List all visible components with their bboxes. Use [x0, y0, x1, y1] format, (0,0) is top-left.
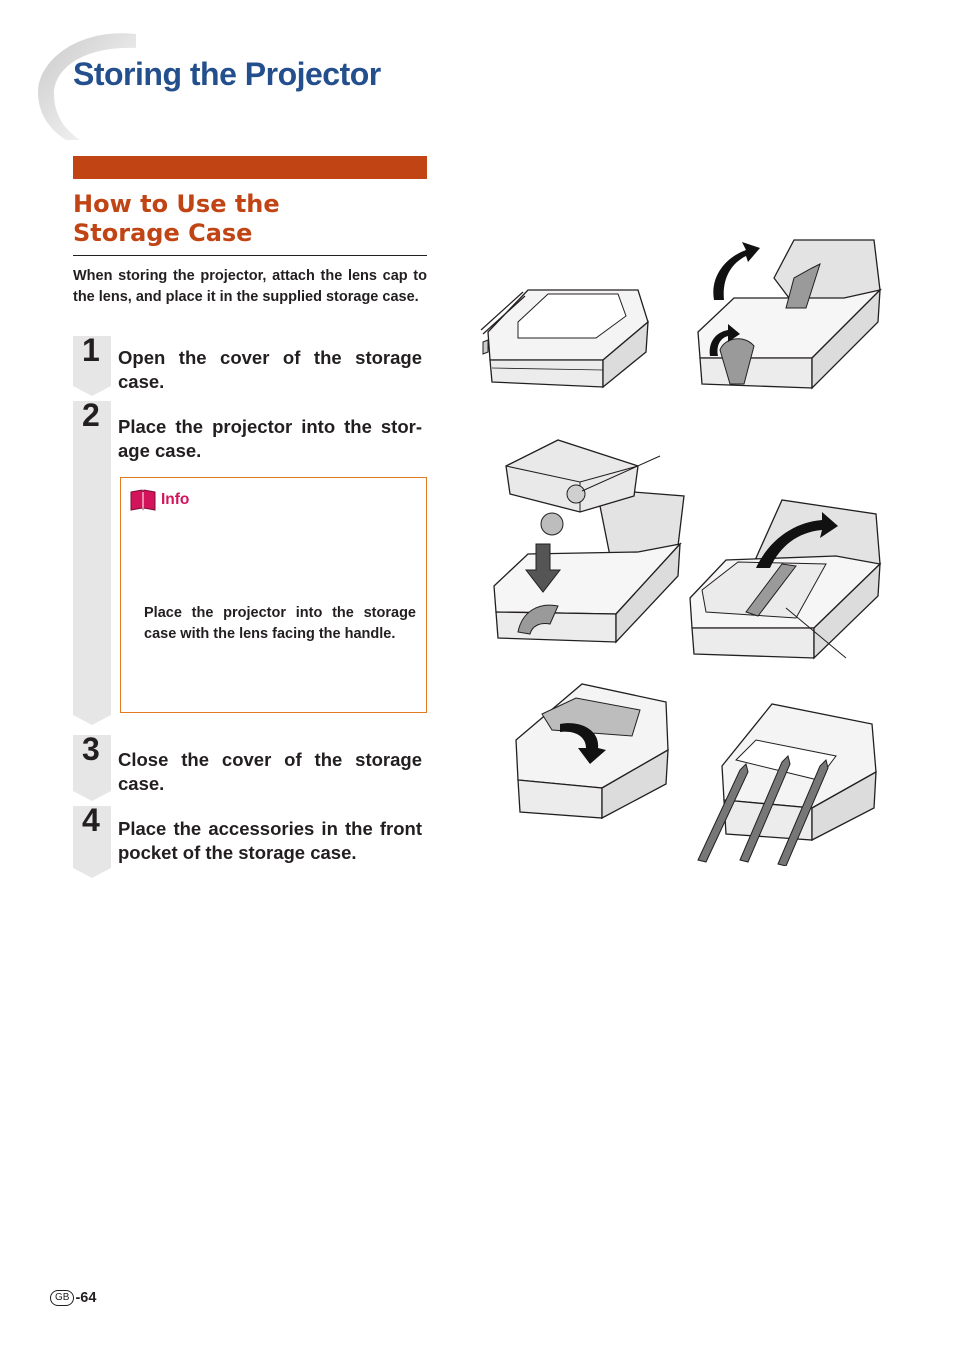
section-color-bar [73, 156, 427, 179]
up-arrow-icon [713, 242, 760, 300]
step-1-tab [73, 332, 111, 386]
strap-projector-illustration [686, 498, 882, 662]
section-heading-line2: Storage Case [73, 219, 253, 247]
step-2-tab [73, 397, 111, 715]
info-box [120, 477, 427, 713]
step-3-tab [73, 731, 111, 791]
book-icon [130, 489, 156, 511]
page-number: -64 [75, 1290, 97, 1306]
section-heading-line1: How to Use the [73, 190, 280, 218]
intro-paragraph: When storing the projector, attach the lens cap to the lens, and place it in the supplied storage case. [73, 268, 427, 305]
page-footer [50, 1290, 96, 1306]
region-badge: GB [50, 1290, 74, 1306]
page-title: Storing the Projector [73, 56, 381, 92]
step-2-number: 2 [82, 397, 100, 433]
place-projector-illustration [488, 436, 688, 652]
accessories-pocket-illustration [696, 700, 882, 866]
step-4-tab [73, 802, 111, 868]
step-2-text: Place the projector into the stor-age case. [118, 416, 422, 461]
info-label: Info [161, 491, 190, 508]
closed-case-illustration [478, 282, 653, 394]
close-cover-illustration [512, 680, 672, 822]
step-1-number: 1 [82, 332, 100, 368]
section-heading [73, 190, 427, 256]
step-3-text: Close the cover of the storage case. [118, 749, 422, 794]
step-3-number: 3 [82, 731, 100, 767]
step-4-text: Place the accessories in the front pocket of the storage case. [118, 818, 422, 863]
info-text: Place the projector into the storage case with the lens facing the handle. [144, 605, 416, 642]
open-case-illustration [698, 240, 880, 388]
step-1-text: Open the cover of the storage case. [118, 347, 422, 392]
step-4-number: 4 [82, 802, 100, 838]
